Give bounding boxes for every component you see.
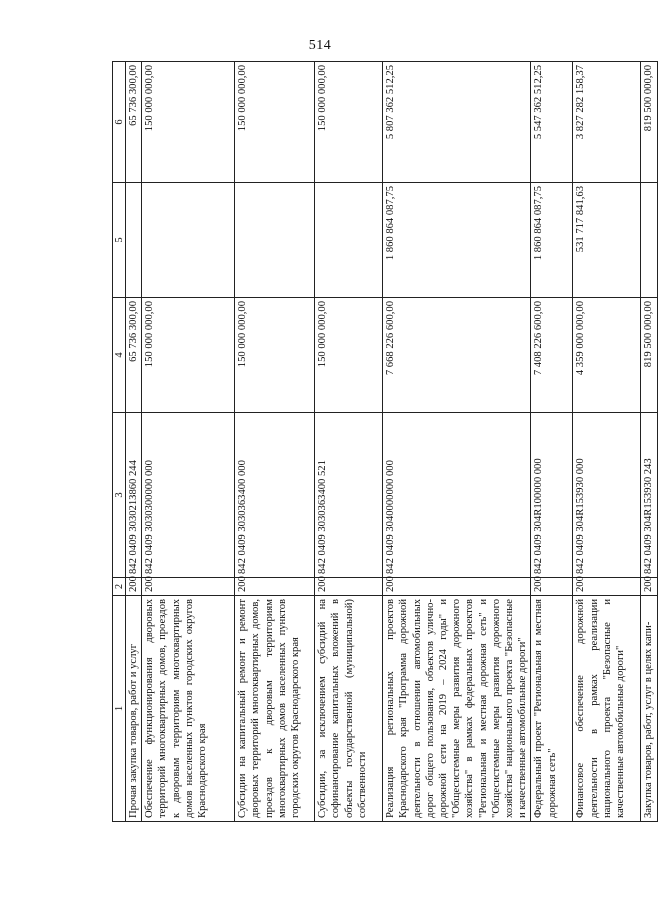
row-amount-col6: 65 736 300,00: [126, 62, 142, 183]
row-amount-col5: 1 860 864 087,75: [531, 183, 573, 298]
table-row: [383, 62, 531, 822]
table-row: [315, 62, 383, 822]
table-row: [142, 62, 235, 822]
table-row: [641, 62, 657, 822]
row-budget-code: 842 0409 3030363400 521: [315, 413, 383, 578]
row-amount-col4: 7 668 226 600,00: [383, 298, 531, 413]
row-amount-col5: 531 717 841,63: [573, 183, 641, 298]
row-amount-col4: 7 408 226 600,00: [531, 298, 573, 413]
row-amount-col5: [142, 183, 235, 298]
row-amount-col6: 150 000 000,00: [142, 62, 235, 183]
row-description: Реализация региональных проектов Краснодарского края "Программа дорожной деятельности в отношении автомобильных дорог общего пользования, объектов улично-дорожной сети на 2019 – 2024 годы" и "Общесистемные меры развития дорожного хозяйства" в рамках федеральных проектов "Региональная и местная дорожная сеть" и "Общесистемные меры развития дорожного хозяйства" национального проекта "Безопасные и качественные автомобильные дороги": [383, 596, 531, 822]
table-row: [531, 62, 573, 822]
header-cell-3: 3: [113, 413, 126, 578]
table-row: [126, 62, 142, 822]
row-code-type: 200: [531, 578, 573, 596]
row-description: Обеспечение функционирования дворовых территорий многоквартирных домов, проездов к дворовым территориям многоквартирных домов населенных пунктов городских округов Краснодарского края: [142, 596, 235, 822]
rotated-table-frame: [112, 62, 655, 822]
row-budget-code: 842 0409 304R153930 000: [573, 413, 641, 578]
row-code-type: 200: [315, 578, 383, 596]
row-code-type: 200: [573, 578, 641, 596]
row-amount-col5: 1 860 864 087,75: [383, 183, 531, 298]
row-amount-col6: 3 827 282 158,37: [573, 62, 641, 183]
row-amount-col5: [235, 183, 315, 298]
row-amount-col4: 150 000 000,00: [315, 298, 383, 413]
row-code-type: 200: [142, 578, 235, 596]
row-amount-col6: 819 500 000,00: [641, 62, 657, 183]
row-budget-code: 842 0409 304R153930 243: [641, 413, 657, 578]
row-amount-col4: 150 000 000,00: [142, 298, 235, 413]
budget-table: [112, 61, 658, 822]
row-amount-col6: 5 547 362 512,25: [531, 62, 573, 183]
row-amount-col4: 819 500 000,00: [641, 298, 657, 413]
row-description: Закупка товаров, работ, услуг в целях капи-: [641, 596, 657, 822]
row-budget-code: 842 0409 3040000000 000: [383, 413, 531, 578]
table-row: [573, 62, 641, 822]
row-description: Субсидии на капитальный ремонт и ремонт дворовых территорий многоквартирных домов, проездов к дворовым территориям многоквартирных домов населенных пунктов городских округов Краснодарского края: [235, 596, 315, 822]
row-amount-col4: 65 736 300,00: [126, 298, 142, 413]
row-amount-col5: [315, 183, 383, 298]
row-description: Федеральный проект "Региональная и местная дорожная сеть": [531, 596, 573, 822]
row-budget-code: 842 0409 3030300000 000: [142, 413, 235, 578]
row-code-type: 200: [126, 578, 142, 596]
rotated-table-content: [112, 62, 655, 822]
row-amount-col5: [126, 183, 142, 298]
row-amount-col4: 150 000 000,00: [235, 298, 315, 413]
table-row: [235, 62, 315, 822]
row-code-type: 200: [641, 578, 657, 596]
header-row: [113, 62, 126, 822]
row-amount-col6: 150 000 000,00: [315, 62, 383, 183]
row-description: Прочая закупка товаров, работ и услуг: [126, 596, 142, 822]
page-number: 514: [308, 38, 332, 53]
row-amount-col6: 5 807 362 512,25: [383, 62, 531, 183]
row-description: Субсидии, за исключением субсидий на софинансирование капитальных вложений в объекты государственной (муниципальной) собственности: [315, 596, 383, 822]
row-code-type: 200: [235, 578, 315, 596]
header-cell-4: 4: [113, 298, 126, 413]
header-cell-5: 5: [113, 183, 126, 298]
row-amount-col4: 4 359 000 000,00: [573, 298, 641, 413]
row-amount-col5: [641, 183, 657, 298]
row-budget-code: 842 0409 304R100000 000: [531, 413, 573, 578]
row-description: Финансовое обеспечение дорожной деятельности в рамках реализации национального проекта "Безопасные и качественные автомобильные дороги": [573, 596, 641, 822]
row-budget-code: 842 0409 303021З860 244: [126, 413, 142, 578]
header-cell-1: 1: [113, 596, 126, 822]
header-cell-2: 2: [113, 578, 126, 596]
header-cell-6: 6: [113, 62, 126, 183]
row-amount-col6: 150 000 000,00: [235, 62, 315, 183]
row-code-type: 200: [383, 578, 531, 596]
row-budget-code: 842 0409 3030363400 000: [235, 413, 315, 578]
